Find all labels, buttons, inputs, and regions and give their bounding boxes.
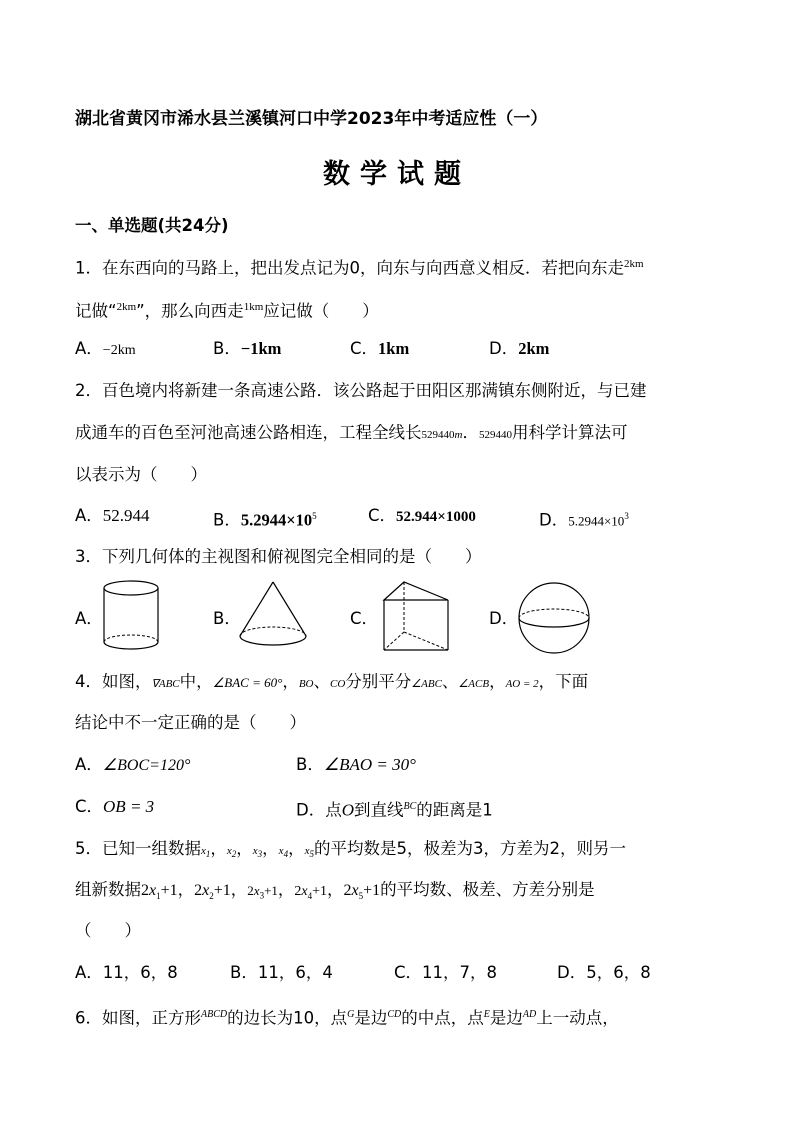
q5-option-c: C．11，7，8: [394, 963, 498, 982]
q2-line-3: 以表示为（ ）: [75, 465, 207, 484]
prism-figure: [378, 578, 452, 654]
q3-option-d-label: D．: [489, 609, 519, 628]
q2-option-c: C．52.944×1000: [368, 506, 476, 525]
section-heading: 一、单选题(共24分): [75, 216, 229, 235]
q2-line-1: 2．百色境内将新建一条高速公路．该公路起于田阳区那满镇东侧附近，与已建: [75, 381, 647, 400]
document-title: 数学试题: [323, 159, 471, 190]
q2-option-a: A．52.944: [75, 506, 150, 525]
q2-line-2: 成通车的百色至河池高速公路相连，工程全线长529440m．529440用科学计算法可: [75, 423, 628, 442]
q1-line-1: 1．在东西向的马路上，把出发点记为0，向东与向西意义相反．若把向东走$^{2km}$: [75, 258, 644, 278]
q4-line-2: 结论中不一定正确的是（ ）: [75, 713, 306, 732]
q1-option-c: C．1km: [350, 339, 410, 358]
q4-option-d: D．点O到直线$^{BC}$的距离是1: [296, 800, 493, 820]
q3-line-1: 3．下列几何体的主视图和俯视图完全相同的是（ ）: [75, 547, 482, 566]
q1-line-2: 记做“$^{2km}$”，那么向西走$^{1km}$应记做（ ）: [75, 301, 379, 321]
q5-line-3: （ ）: [75, 921, 141, 940]
q4-option-a: A．∠BOC=120°: [75, 755, 191, 774]
q5-option-d: D．5，6，8: [557, 963, 651, 982]
q5-line-1: 5．已知一组数据$x_1$，$x_2$，$x_3$，$x_4$，$x_5$的平均数是5，极差为3，方差为2，则另一: [75, 839, 626, 860]
q6-line-1: 6．如图，正方形$^{ABCD}$的边长为10，点$^G$是边$^{CD}$的中点，点$^E$是边$^{AD}$上一动点，: [75, 1008, 619, 1028]
q3-option-b-label: B．: [213, 609, 241, 628]
q1-option-b: B．−1km: [213, 339, 282, 358]
q1-option-a: A．−2km: [75, 339, 136, 358]
q1-option-d: D．2km: [489, 339, 550, 358]
q2-option-d: D．$5.2944\times 10^3$: [539, 510, 629, 530]
q2-option-b: B．$5.2944\times 10^5$: [213, 510, 317, 530]
cylinder-figure: [100, 578, 162, 654]
q5-option-a: A．11，6，8: [75, 963, 178, 982]
q3-option-c-label: C．: [350, 609, 379, 628]
q5-line-2: 组新数据$2x_1+1$，$2x_2+1$，$2x_3+1$，$2x_4+1$，$2x_5+1$的平均数、极差、方差分别是: [75, 880, 595, 902]
sphere-figure: [516, 580, 592, 656]
q4-line-1: 4．如图，∇ABC中，∠BAC = 60°，BO、CO分别平分∠ABC、∠ACB，AO = 2，下面: [75, 672, 589, 691]
q5-option-b: B．11，6，4: [230, 963, 333, 982]
cone-figure: [236, 580, 310, 652]
q3-option-a-label: A．: [75, 609, 103, 628]
q4-option-c: C．OB = 3: [75, 797, 155, 816]
document-subtitle: 湖北省黄冈市浠水县兰溪镇河口中学2023年中考适应性（一）: [75, 109, 548, 129]
q4-option-b: B．∠BAO = 30°: [296, 755, 416, 774]
